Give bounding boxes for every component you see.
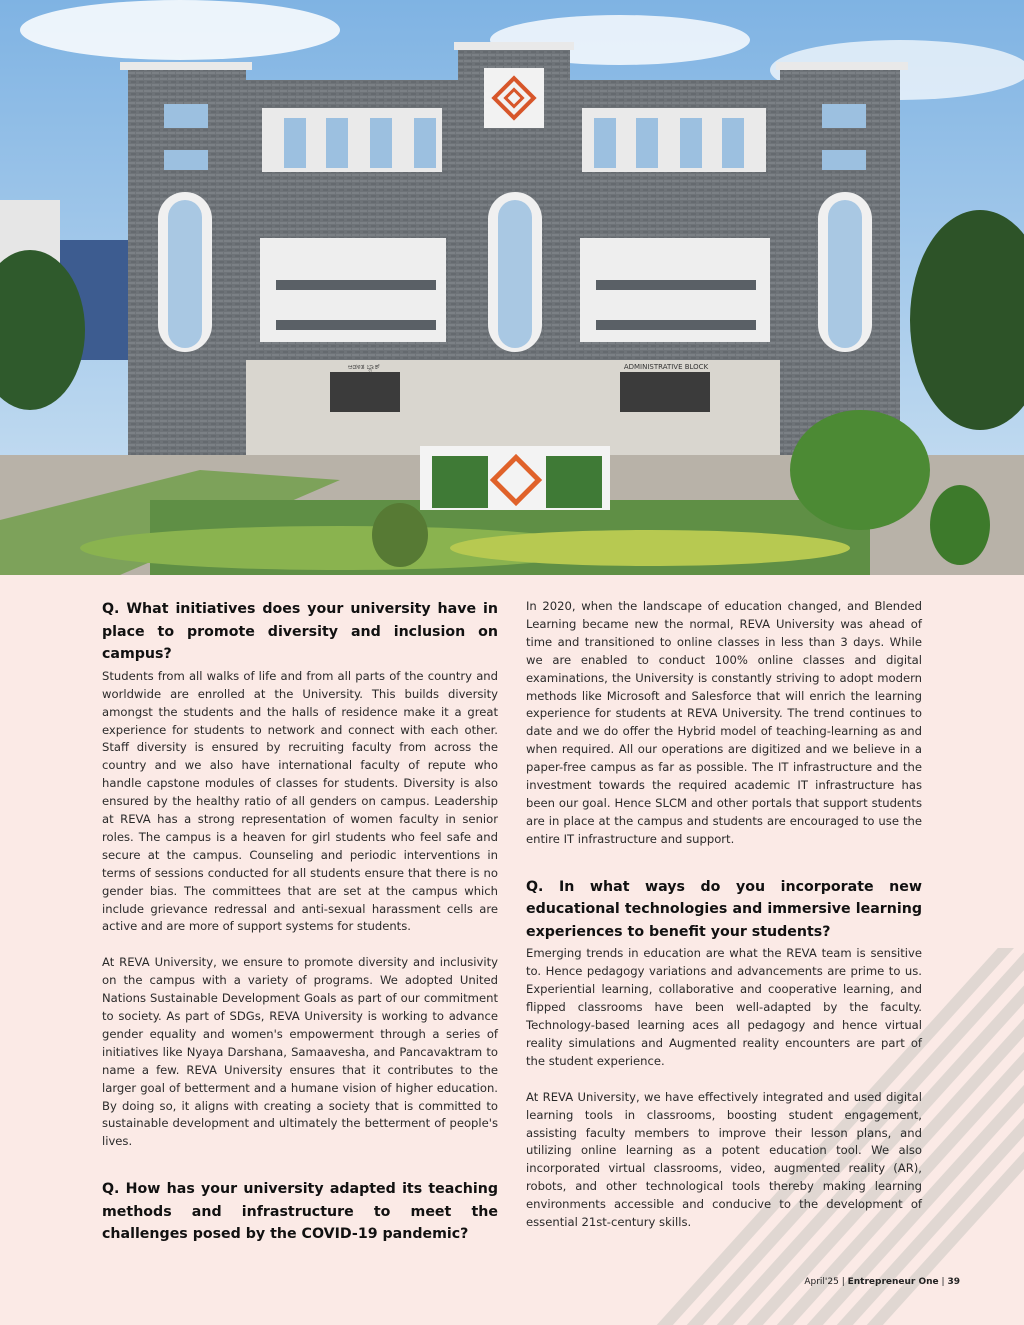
answer-technologies-para2: At REVA University, we have effectively integrated and used digital learning tools in classrooms, boosting student engagement, assisting faculty members to improve their lesson plans, and utilizing online learning as a potent education tool. We also incorporated virtual classrooms, video, augmented reality (AR), robots, and other technological tools thereby making learning environments accessible and conducive to the development of essential 21st-century skills. xyxy=(526,1089,922,1230)
page-footer xyxy=(804,1277,960,1287)
sign-right: ADMINISTRATIVE BLOCK xyxy=(623,363,709,371)
footer-separator: | xyxy=(941,1277,945,1287)
footer-month: April'25 xyxy=(804,1277,839,1287)
left-column xyxy=(102,598,498,1248)
footer-brand: Entrepreneur One xyxy=(847,1277,939,1287)
answer-covid: In 2020, when the landscape of education changed, and Blended Learning became new the normal, REVA University was ahead of time and transitioned to online classes in less than 3 days. While we are enabled to conduct 100% online classes and digital examinations, the University is constantly striving to adopt modern methods like Microsoft and Salesforce that will enrich the learning experience for students at REVA University. The trend continues to date and we do offer the Hybrid model of teaching-learning as and when required. All our operations are digitized and we believe in a paper-free campus as far as possible. The IT infrastructure and the investment towards the required academic IT infrastructure has been our goal. Hence SLCM and other portals that support students are in place at the campus and students are encouraged to use the entire IT infrastructure and support. xyxy=(526,599,922,846)
page-number: 39 xyxy=(947,1277,960,1287)
question-diversity: Q. What initiatives does your university have in place to promote diversity and inclusion on campus? xyxy=(102,601,498,663)
answer-technologies-para1: Emerging trends in education are what the REVA team is sensitive to. Hence pedagogy variations and advancements are prime to us. Experiential learning, collaborative and cooperative learning, and flipped classrooms have been well-adapted by the faculty. Technology-based learning aces all pedagogy and hence virtual reality simulations and Augmented reality encounters are part of the student experience. xyxy=(526,946,922,1068)
question-technologies: Q. In what ways do you incorporate new educational technologies and immersive learning experiences to benefit your students? xyxy=(526,878,922,940)
right-column xyxy=(526,598,922,1250)
question-covid: Q. How has your university adapted its teaching methods and infrastructure to meet the challenges posed by the COVID-19 pandemic? xyxy=(102,1181,498,1243)
campus-building-photo xyxy=(0,0,1024,575)
answer-diversity-para2: At REVA University, we ensure to promote diversity and inclusivity on the campus with a variety of programs. We adopted United Nations Sustainable Development Goals as part of our commitment to society. As part of SDGs, REVA University is working to advance gender equality and women's empowerment through a series of initiatives like Nyaya Darshana, Samaavesha, and Pancavaktram to name a few. REVA University ensures that it contributes to the larger goal of betterment and a humane vision of higher education. By doing so, it aligns with creating a society that is committed to sustainable development and ultimately the betterment of people's lives. xyxy=(102,955,498,1149)
sign-left: ಆಡಳಿತ ಬ್ಲಾಕ್ xyxy=(347,363,381,371)
footer-separator: | xyxy=(841,1277,845,1287)
answer-diversity-para1: Students from all walks of life and from all parts of the country and worldwide are enrolled at the University. This builds diversity amongst the students and the halls of residence make it a great experience for students to network and connect with each other. Staff diversity is ensured by recruiting faculty from across the country and we also have international faculty of repute who handle capstone modules of classes for students. Diversity is also ensured by the healthy ratio of all genders on campus. Leadership at REVA has a strong representation of women faculty in senior roles. The campus is a heaven for girl students who feel safe and secure at the campus. Counseling and periodic interventions in terms of sessions conducted for all students ensure that there is no gender bias. The committees that are set at the campus which include grievance redressal and anti-sexual harassment cells are active and are more of support systems for students. xyxy=(102,668,498,934)
